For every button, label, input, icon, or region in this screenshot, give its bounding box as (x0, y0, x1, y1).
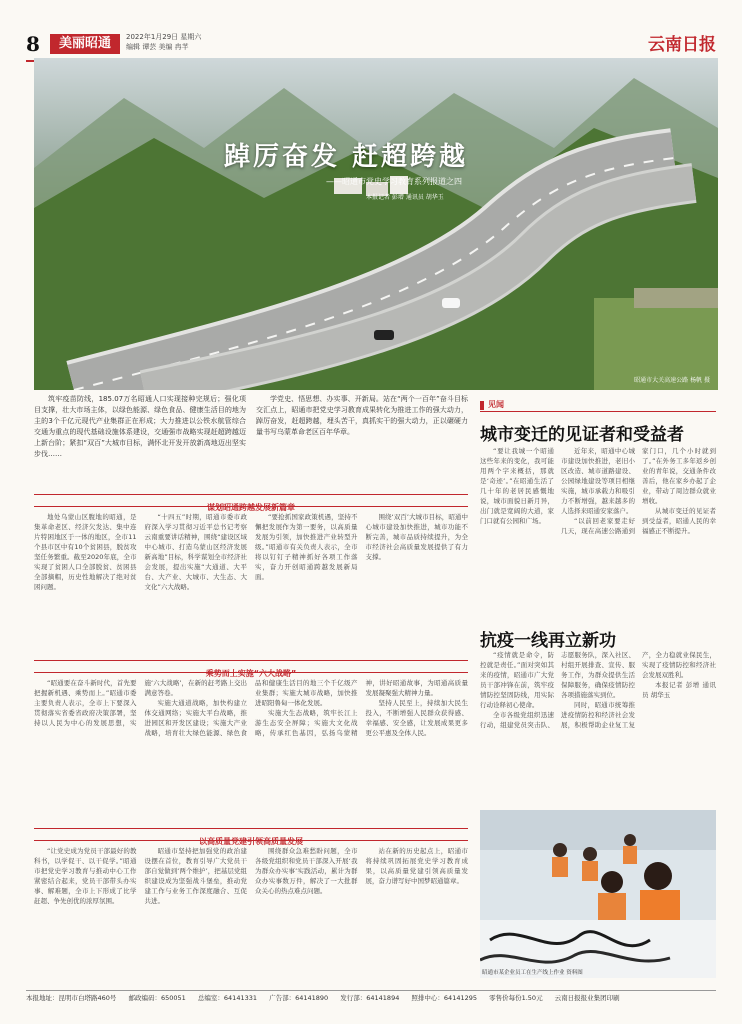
body-paragraph: 近年来，昭通中心城市建设加快推进，老旧小区改造、城市道路建设、公园绿地建设等项目相继实施，城市承载力和吸引力不断增强，越来越多的人选择来昭通安家落户。 (561, 447, 635, 515)
section-heading-text: 乘势而上实施“六大战略” (205, 669, 297, 678)
body-paragraph: 坚持人民至上，持续加大民生投入，不断增强人民群众获得感、幸福感、安全感，让发展成果更多更公平惠及全体人民。 (365, 699, 468, 737)
hero-byline: 本报记者 彭增 通讯员 胡华玉 (366, 194, 444, 201)
section-body (34, 846, 468, 984)
issue-date: 2022年1月29日 星期六 (126, 33, 202, 41)
hero-photo (34, 58, 718, 390)
footer-item: 零售价每份1.50元 (489, 994, 543, 1002)
section-heading (34, 660, 468, 678)
body-paragraph: 实施大通道战略，加快构建立体交通网络；实施大平台战略，推进园区和开发区建设；实施大产业战略，培育壮大绿色能源、绿色食品和健康生活目的地三个千亿级产业集群；实施大城市战略，加快推进昭阳鲁甸一体化发展。 (144, 679, 358, 737)
issue-meta (126, 32, 201, 52)
footer-item: 发行部：64141894 (340, 994, 400, 1002)
section-heading (34, 494, 468, 512)
aside-body (480, 650, 716, 804)
section-body (34, 678, 468, 826)
page-number: 8 (26, 32, 40, 56)
aside-headline: 城市变迁的见证者和受益者 (480, 425, 684, 445)
column-name: 美丽昭通 (58, 36, 111, 51)
section-heading-text: 以高质量党建引领高质量发展 (199, 837, 303, 846)
highway-landscape-illustration (34, 58, 718, 390)
hero-headline: 踔厉奋发 赶超跨越 (224, 142, 469, 172)
section-body (34, 512, 468, 657)
section-heading (34, 828, 468, 846)
body-paragraph: 实施大生态战略，筑牢长江上游生态安全屏障；实施大文化战略，传承红色基因，弘扬乌蒙精神，讲好昭通故事，为昭通高质量发展凝聚强大精神力量。 (255, 679, 468, 737)
body-paragraph: 本报记者 彭增 通讯员 胡华玉 (642, 681, 716, 699)
masthead (26, 28, 716, 60)
lead-paragraph: 学党史、悟思想、办实事、开新局。站在“两个一百年”奋斗目标交汇点上，昭通市把党史学习教育成果转化为推进工作的强大动力，踔厉奋发，赶超跨越，埋头苦干，真抓实干的强大动力，正以碾硬力量书写乌蒙革命老区百年华章。 (256, 395, 468, 436)
body-paragraph: “让党史成为党员干部最好的教科书，以学促干、以干促学。”昭通市把党史学习教育与推动中心工作紧密结合起来，党员干部带头办实事、解难题，全市上下形成了比学赶超、争先创优的浓厚氛围。 (34, 847, 137, 905)
body-paragraph: “昭通要在奋斗新时代，首先要把握新机遇、乘势而上。”昭通市委主要负责人表示，全市上下要深入贯彻落实省委省政府决策部署，坚持以人民为中心的发展思想，实施‘六大战略’，在新的赶考路上交出满意答卷。 (34, 679, 247, 727)
aside-tag-bar (480, 401, 484, 410)
body-paragraph: 从城市变迁的见证者到受益者，昭通人民的幸福感正不断提升。 (642, 507, 716, 535)
footer-item: 总编室：64141331 (197, 994, 257, 1002)
aside-tag-text: 见闻 (488, 400, 504, 409)
lead-paragraph: 筑牢疫苗防线，185.07万名昭通人口实现接种完规后；强化项目支撑，壮大市场主体，以绿色能源、绿色食品、健康生活目的地为主的3个千亿元现代产业集群正在形成；大力推进以公铁水航管综合交通为重点的现代基础设施体系建设，交通强市战略实现赶超跨越迈上新台阶；紧扣“双百”大城市目标，满怀北开发开放新高地迈出坚实步伐…… (34, 395, 246, 458)
body-paragraph: 围绕‘双百’大城市目标，昭通中心城市建设加快推进，城市功能不断完善，城市品质持续提升，为全市经济社会高质量发展提供了有力支撑。 (365, 513, 468, 561)
newspaper-logo: 云南日报 (648, 35, 716, 55)
lead-text (34, 394, 468, 460)
section-heading-text: 谋划昭通跨越发展新篇章 (207, 503, 295, 512)
body-paragraph: “以前回老家要走好几天，现在高速公路通到家门口，几个小时就到了。”在外务工多年返乡创业的青年说，交通条件改善后，他在家乡办起了企业，带动了周边群众就业增收。 (561, 447, 716, 535)
body-paragraph: 同时，昭通市统筹推进疫情防控和经济社会发展，积极帮助企业复工复产，全力稳就业保民生，实现了疫情防控和经济社会发展双胜利。 (561, 651, 716, 729)
hero-subtitle: ——昭通市党史学习教育系列报道之四 (326, 177, 462, 186)
body-paragraph: “疫情就是命令，防控就是责任。”面对突如其来的疫情，昭通市广大党员干部冲锋在前，筑牢疫情防控坚固防线，用实际行动诠释初心使命。 (480, 651, 554, 709)
hero-caption: 昭通市大关高速公路 杨帆 摄 (634, 377, 710, 384)
body-paragraph: 地处乌蒙山区腹地的昭通，是集革命老区、经济欠发达、集中连片特困地区于一体的地区，全市11个县市区中有10个贫困县，脱贫攻坚任务繁重。截至2020年底，全市实现了贫困人口全部脱贫、贫困县全部摘帽，历史性地解决了绝对贫困问题。 (34, 513, 137, 591)
footer-item: 邮政编码：650051 (128, 994, 186, 1002)
body-paragraph: “要抢抓国家政策机遇，坚持不懈把发展作为第一要务，以高质量发展为引领，加快推进产业转型升级。”昭通市有关负责人表示，全市将以钉钉子精神抓好各项工作落实，奋力开创昭通跨越发展新局面。 (255, 513, 358, 581)
factory-workers-illustration (480, 810, 716, 978)
body-paragraph: 昭通市坚持把加强党的政治建设摆在首位，教育引导广大党员干部自觉做到‘两个维护’，把基层党组织建设成为坚强战斗堡垒，推动党建工作与业务工作深度融合、互促共进。 (144, 847, 247, 905)
column-badge (50, 34, 120, 54)
page-footer (26, 990, 716, 1004)
body-paragraph: “十四五”时期，昭通市委市政府深入学习贯彻习近平总书记考察云南重要讲话精神，围绕“建设区域中心城市、打造乌蒙山区经济发展新高地”目标，科学谋划全市经济社会发展，提出实施“大通道、大平台、大产业、大城市、大生态、大文化”六大战略。 (144, 513, 247, 591)
body-paragraph: “要让我城一个昭通这些年来的变化，我可能用两个字来概括，那就是‘奇迹’。”在昭通生活了几十年的老居民感慨地说，城市面貌日新月异，出门就是宽阔的大道，家门口就有公园和广场。 (480, 447, 554, 525)
factory-photo (480, 810, 716, 978)
aside-headline: 抗疫一线再立新功 (480, 631, 616, 651)
footer-item: 本报地址：昆明市白塔路460号 (26, 994, 117, 1002)
footer-item: 云南日报报业集团印刷 (554, 994, 620, 1002)
body-paragraph: 站在新的历史起点上，昭通市将持续巩固拓展党史学习教育成果，以高质量党建引领高质量发展，奋力谱写好中国梦昭通篇章。 (365, 847, 468, 885)
editor-line: 编辑 谭芸 美编 冉芊 (126, 43, 189, 51)
aside-tag (480, 398, 716, 412)
aside-body (480, 446, 716, 616)
footer-item: 广告部：64141890 (269, 994, 329, 1002)
body-paragraph: 围绕群众急难愁盼问题，全市各级党组织和党员干部深入开展‘我为群众办实事’实践活动，累计为群众办实事数万件，解决了一大批群众关心的热点难点问题。 (255, 847, 358, 895)
footer-item: 照排中心：64141295 (411, 994, 478, 1002)
body-paragraph: 全市各级党组织迅速行动，组建党员突击队、志愿服务队，深入社区、村组开展排查、宣传、服务工作，为群众提供生活保障服务，确保疫情防控各项措施落实到位。 (480, 651, 635, 729)
factory-caption: 昭通市某企业员工在生产线上作业 资料图 (482, 970, 583, 976)
